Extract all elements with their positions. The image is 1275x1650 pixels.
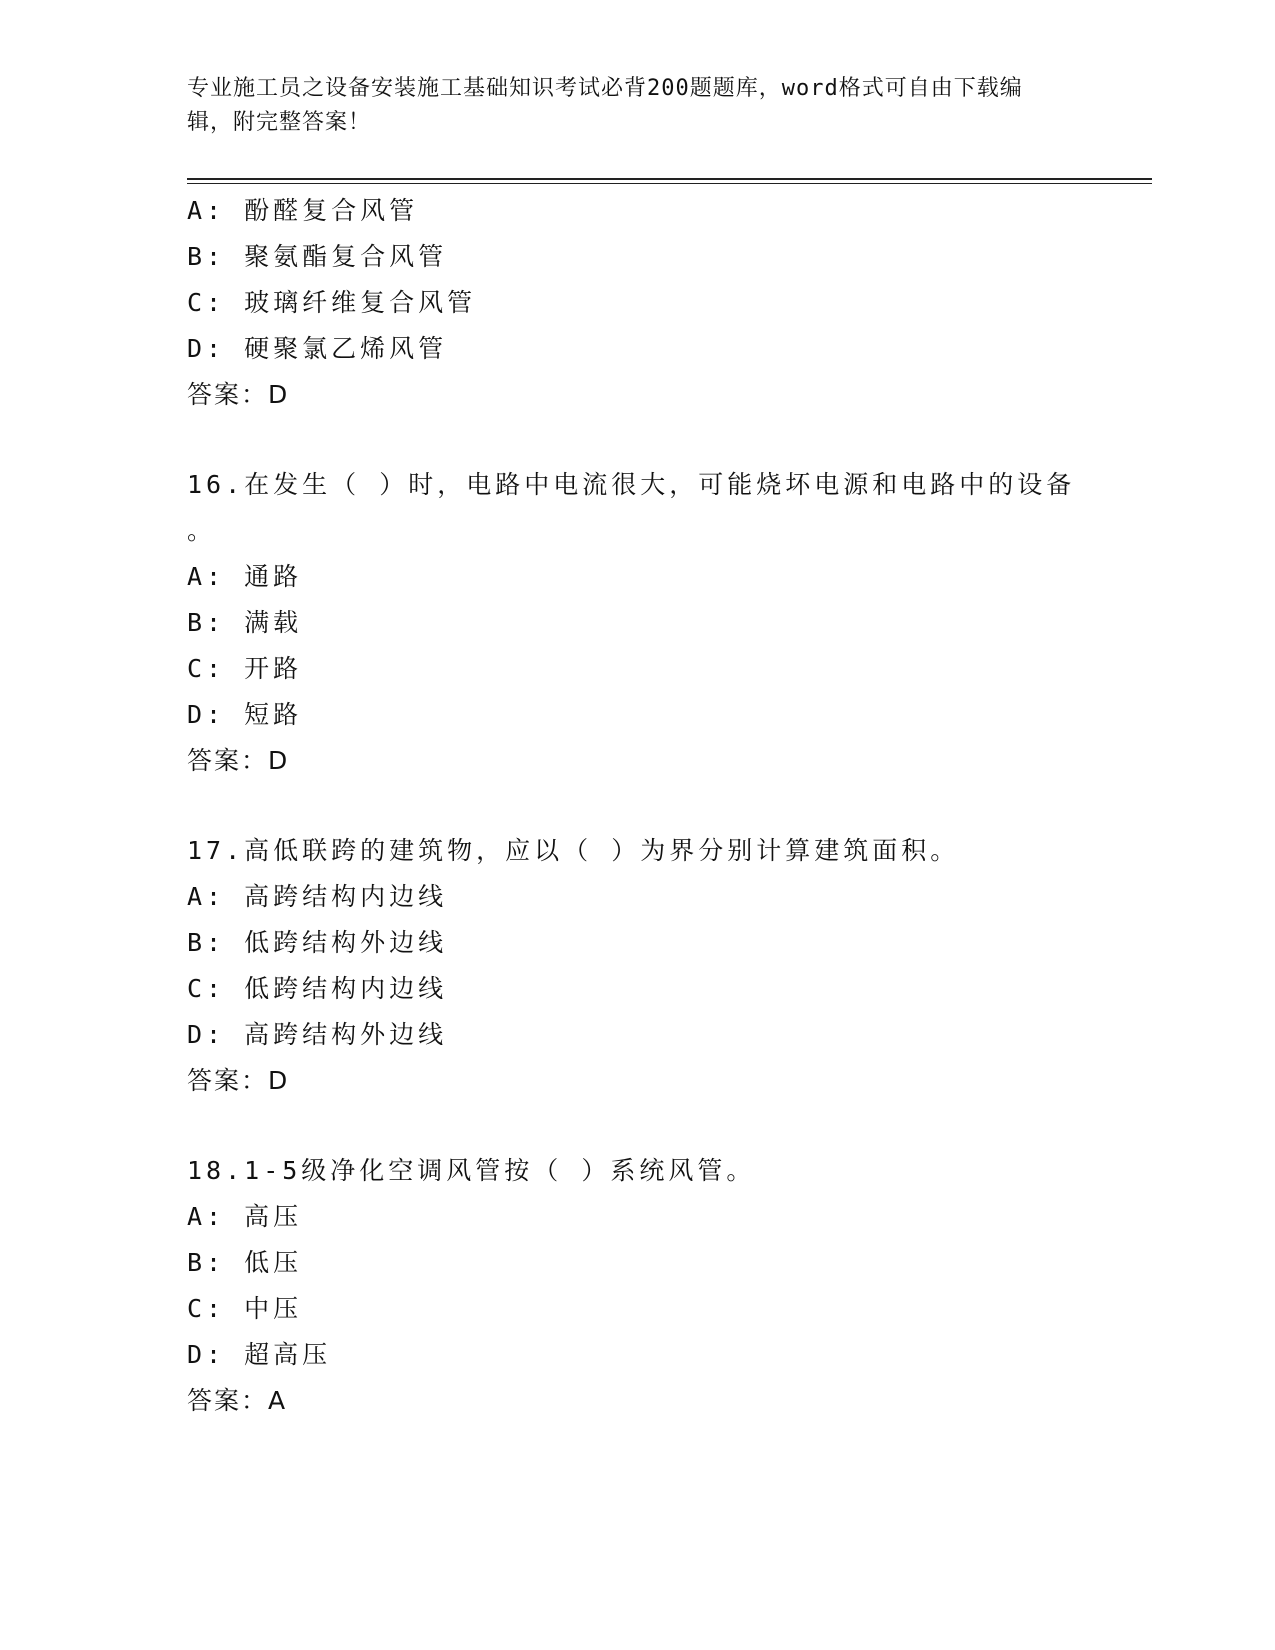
question-18-block: [187, 1148, 1127, 1424]
option-d: D: 超高压: [187, 1340, 332, 1369]
option-c: C: 开路: [187, 654, 303, 683]
option-a: A: 高跨结构内边线: [187, 882, 448, 911]
question-stem: 18.1-5级净化空调风管按（ ）系统风管。: [187, 1156, 756, 1185]
question-stem: 17.高低联跨的建筑物，应以（ ）为界分别计算建筑面积。: [187, 836, 960, 865]
question-15-block: [187, 188, 1127, 418]
option-c: C: 中压: [187, 1294, 303, 1323]
option-b: B: 低压: [187, 1248, 303, 1277]
option-a: A: 高压: [187, 1202, 303, 1231]
answer-line: 答案：D: [187, 1066, 290, 1095]
option-b: B: 满载: [187, 608, 303, 637]
spacer: [187, 784, 1127, 828]
spacer: [187, 1104, 1127, 1148]
option-c: C: 玻璃纤维复合风管: [187, 288, 477, 317]
document-header: 专业施工员之设备安装施工基础知识考试必背200题题库，word格式可自由下载编辑，附完整答案！: [187, 76, 1023, 135]
header-divider-thin: [187, 183, 1152, 184]
answer-line: 答案：D: [187, 380, 290, 409]
option-b: B: 低跨结构外边线: [187, 928, 448, 957]
header-divider-thick: [187, 178, 1152, 180]
answer-line: 答案：D: [187, 746, 290, 775]
question-stem: 16.在发生（ ）时，电路中电流很大，可能烧坏电源和电路中的设备: [187, 470, 1076, 499]
option-b: B: 聚氨酯复合风管: [187, 242, 448, 271]
question-stem-tail: 。: [187, 516, 217, 545]
question-list: [187, 188, 1127, 1424]
answer-line: 答案：A: [187, 1386, 288, 1415]
spacer: [187, 418, 1127, 462]
question-17-block: [187, 828, 1127, 1104]
option-d: D: 高跨结构外边线: [187, 1020, 448, 1049]
option-a: A: 通路: [187, 562, 303, 591]
question-16-block: [187, 462, 1127, 784]
option-c: C: 低跨结构内边线: [187, 974, 448, 1003]
option-d: D: 短路: [187, 700, 303, 729]
option-d: D: 硬聚氯乙烯风管: [187, 334, 448, 363]
option-a: A: 酚醛复合风管: [187, 196, 419, 225]
